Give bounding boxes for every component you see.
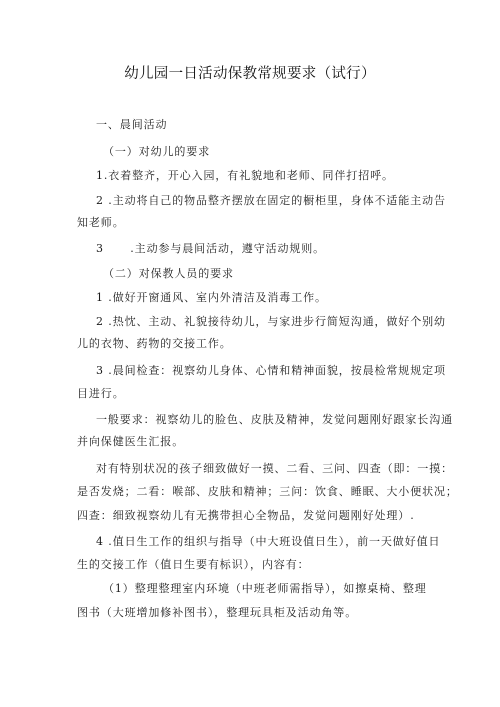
document-title: 幼儿园一日活动保教常规要求（试行）: [124, 66, 376, 82]
paragraph-line: 对有特别状况的孩子细致做好一摸、二看、三问、四查（即：一摸：: [96, 462, 453, 475]
paragraph-line: 一般要求：视察幼儿的脸色、皮肤及精神，发觉问题刚好跟家长沟通: [96, 413, 453, 426]
section-heading: 一、晨间活动: [96, 118, 168, 131]
paragraph-line: 2 .主动将自己的物品整齐摆放在固定的橱柜里，身体不适能主动告: [96, 194, 446, 207]
paragraph-line: 四查：细致视察幼儿有无携带担心全物品，发觉问题刚好处理）.: [77, 509, 415, 522]
paragraph-line: 是否发烧；二看：喉部、皮肤和精神；三问：饮食、睡眠、大小便状况；: [77, 485, 458, 498]
paragraph-line: 生的交接工作（值日生要有标识），内容有：: [77, 558, 310, 571]
paragraph-line: 3 .主动参与晨间活动，遵守活动规则。: [96, 242, 326, 255]
paragraph-line: 3 .晨间检查：视察幼儿身体、心情和精神面貌，按晨检常规规定项: [96, 364, 446, 377]
paragraph-line: 并向保健医生汇报。: [77, 435, 185, 448]
paragraph-line: 知老师。: [77, 216, 125, 229]
paragraph-line: 目进行。: [77, 387, 125, 400]
paragraph-line: 图书（大班增加修补图书），整理玩具柜及活动角等。: [77, 606, 358, 619]
paragraph-line: 1 .做好开窗通风、室内外清洁及消毒工作。: [96, 291, 327, 304]
paragraph-line: 1.衣着整齐，开心入园，有礼貌地和老师、同伴打招呼。: [96, 169, 394, 182]
subsection-heading: （一）对幼儿的要求: [103, 145, 211, 158]
paragraph-line: 4 .值日生工作的组织与指导（中大班设值日生），前一天做好值日: [96, 535, 441, 548]
paragraph-line: 儿的衣物、药物的交接工作。: [77, 337, 232, 350]
paragraph-line: 2 .热忱、主动、礼貌接待幼儿，与家进步行简短沟通，做好个别幼: [96, 315, 446, 328]
paragraph-line: （1）整理整理室内环境（中班老师需指导），如擦桌椅、整理: [103, 582, 427, 595]
subsection-heading: （二）对保教人员的要求: [103, 267, 234, 280]
